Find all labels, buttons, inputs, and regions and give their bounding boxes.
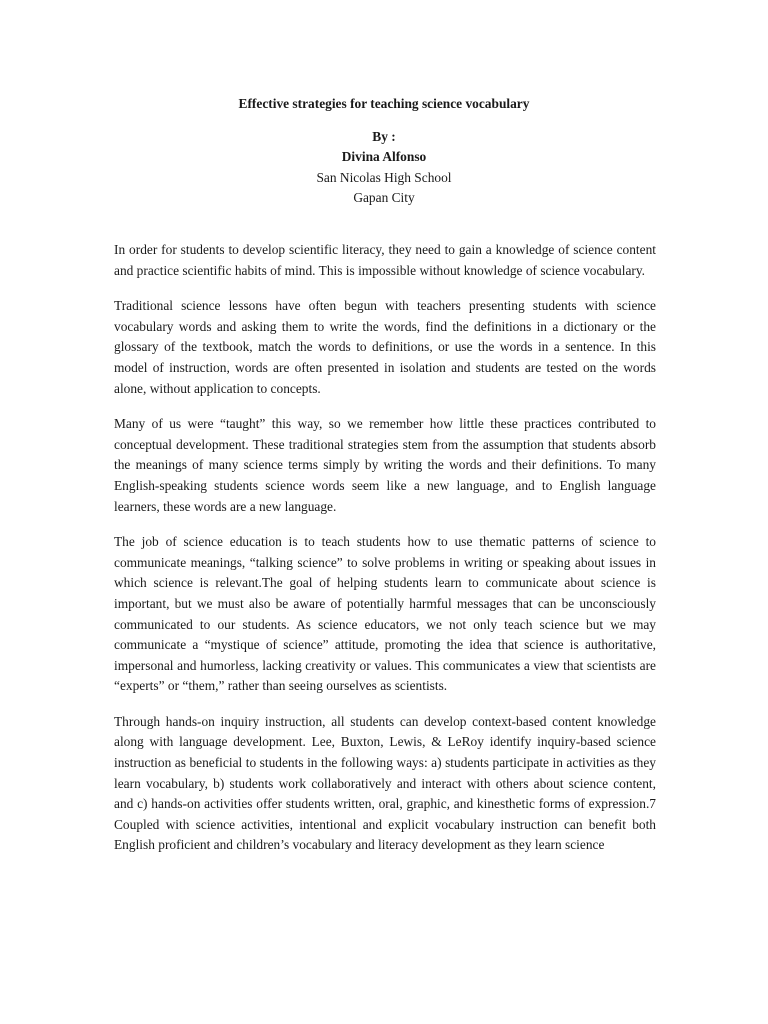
document-title: Effective strategies for teaching science vocabulary [238,96,530,111]
city-name: Gapan City [353,190,415,205]
paragraph: Through hands-on inquiry instruction, all students can develop context-based content knowledge along with language development. Lee, Buxton, Lewis, & LeRoy identify inquiry-based science instruction as beneficial to students in the following ways: a) students participate in activities as they learn vocabulary, b) students work collaboratively and interact with others about science content, and c) hands-on activities offer students written, oral, graphic, and kinesthetic forms of expression.7 Coupled with science activities, intentional and explicit vocabulary instruction can benefit both English proficient and children’s vocabulary and literacy development as they learn science [114,713,656,853]
paragraph: Traditional science lessons have often begun with teachers presenting students with science vocabulary words and asking them to write the words, find the definitions in a dictionary or the glossary of the textbook, match the words to definitions, or use the words in a sentence. In this model of instruction, words are often presented in isolation and students are tested on the words alone, without application to concepts. [114,298,656,396]
document-body [114,240,656,871]
paragraph: In order for students to develop scientific literacy, they need to gain a knowledge of science content and practice scientific habits of mind. This is impossible without knowledge of science vocabulary. [114,242,656,278]
author-name: Divina Alfonso [341,149,427,164]
school-name: San Nicolas High School [316,170,452,185]
paragraph: The job of science education is to teach students how to use thematic patterns of science to communicate meanings, “talking science” to solve problems in writing or speaking about issues in which science is relevant.The goal of helping students learn to communicate about science is important, but we must also be aware of potentially harmful messages that can be unconsciously communicated to our students. As science educators, we not only teach science but we may communicate a “mystique of science” attitude, promoting the idea that science is authoritative, impersonal and humorless, lacking creativity or values. This communicates a view that scientists are “experts” or “them,” rather than seeing ourselves as scientists. [114,534,656,694]
paragraph: Many of us were “taught” this way, so we remember how little these practices contributed to conceptual development. These traditional strategies stem from the assumption that students absorb the meanings of many science terms simply by writing the words and their definitions. To many English-speaking students science words seem like a new language, and to English language learners, these words are a new language. [114,416,656,514]
by-label: By : [372,129,396,144]
